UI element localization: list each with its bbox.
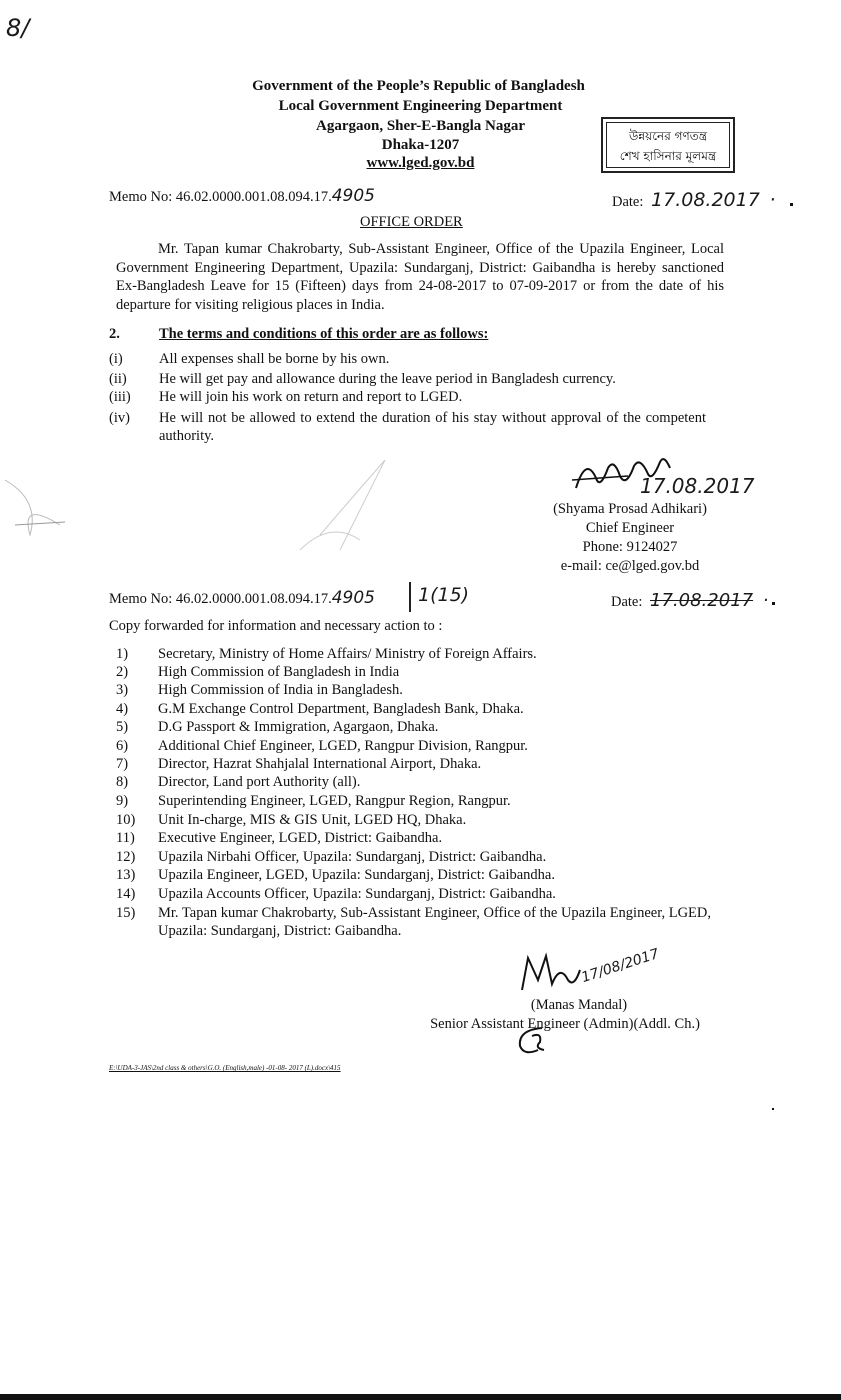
terms-number: 2. [109,326,120,342]
memo2-date-label: Date: [611,594,643,610]
copy-item-number: 9) [116,793,129,809]
signatory1-title: Chief Engineer [585,520,675,536]
scribble-marks [0,440,420,570]
margin-speck [790,203,793,206]
copy-item-text: Director, Hazrat Shahjalal International Airport, Dhaka. [158,756,482,772]
terms-item-text: He will get pay and allowance during the leave period in Bangladesh currency. [159,371,616,387]
copy-item-number: 11) [116,830,135,846]
copy-item-text: Mr. Tapan kumar Chakrobarty, Sub-Assistant Engineer, Office of the Upazila Engineer, LGED, Upazila: Sundarganj, District: Gaibandha. [158,905,711,939]
margin-speck [772,1108,774,1110]
header-department: Local Government Engineering Department [278,98,563,114]
memo1-handwritten-number: 4905 [331,186,375,206]
copy-item-number: 12) [116,849,136,865]
copy-item-number: 8) [116,774,129,790]
copy-item-text: Upazila Nirbahi Officer, Upazila: Sundarganj, District: Gaibandha. [158,849,547,865]
copy-item-number: 14) [116,886,136,902]
senior-assistant-engineer-signature [516,950,586,995]
order-paragraph: Mr. Tapan kumar Chakrobarty, Sub-Assistant Engineer, Office of the Upazila Engineer, Local Government Engineering Department, Upazila: Sundarganj, District: Gaibandha is hereby sanctioned Ex-Bangladesh Leave for 15 (Fifteen) days from 24-08-2017 to 07-09-2017 or from the date of his departure for visiting religious places in India. [116,241,724,313]
corner-handwritten-mark: 8/ [6,14,30,42]
terms-item-text: He will join his work on return and report to LGED. [159,389,463,405]
memo1-date-value: 17.08.2017 [651,189,760,211]
header-government: Government of the People’s Republic of Bangladesh [252,78,585,94]
signatory1-phone: Phone: 9124027 [582,539,678,555]
copy-item-number: 7) [116,756,129,772]
memo1-date-dot: · [769,189,776,211]
terms-item-number: (ii) [109,371,127,387]
footer-file-path: E:\UDA-3-JAS\2nd class & others\G.O. (English,male) -01-08- 2017 (L).docx\415 [109,1064,341,1072]
memo2-divider [409,582,411,612]
signatory2-title: Senior Assistant Engineer (Admin)(Addl. Ch.) [430,1016,700,1032]
memo2-label: Memo No: 46.02.0000.001.08.094.17. [109,591,332,607]
memo2-date-value: 17.08.2017 [650,590,754,611]
margin-speck [772,602,775,605]
header-website-link[interactable]: www.lged.gov.bd [366,155,475,171]
copy-item-text: G.M Exchange Control Department, Bangladesh Bank, Dhaka. [158,701,524,717]
copy-item-text: Additional Chief Engineer, LGED, Rangpur Division, Rangpur. [158,738,528,754]
tagline-box [601,117,735,173]
terms-item-number: (i) [109,351,123,367]
signatory2-handwritten-date: 17/08/2017 [579,945,662,987]
copy-item-text: Executive Engineer, LGED, District: Gaibandha. [158,830,443,846]
copy-item-number: 2) [116,664,129,680]
signatory1-block [530,500,730,576]
copy-item-number: 13) [116,867,136,883]
copy-item-number: 4) [116,701,129,717]
signatory1-handwritten-date: 17.08.2017 [640,474,755,498]
memo1-line [109,187,375,206]
memo2-handwritten-suffix: 1(15) [418,584,470,606]
memo1-date-label: Date: [612,194,644,210]
initial-mark [512,1022,552,1058]
copy-item-text: D.G Passport & Immigration, Agargaon, Dhaka. [158,719,439,735]
copy-item-text: Secretary, Ministry of Home Affairs/ Ministry of Foreign Affairs. [158,646,537,662]
header-address: Agargaon, Sher-E-Bangla Nagar [315,118,526,134]
copy-item-text: High Commission of India in Bangladesh. [158,682,403,698]
copy-item-number: 1) [116,646,129,662]
tagline-line1: উন্নয়নের গণতন্ত্র [628,129,708,143]
memo2-handwritten-number: 4905 [331,588,375,608]
memo2-date-dot: · [762,590,769,611]
terms-heading: The terms and conditions of this order are as follows: [159,326,489,342]
signatory1-name: (Shyama Prosad Adhikari) [553,501,707,517]
copy-item-number: 15) [116,905,136,921]
copy-item-number: 5) [116,719,129,735]
copy-item-text: Director, Land port Authority (all). [158,774,361,790]
header-city: Dhaka-1207 [381,137,460,153]
signatory2-block [400,996,730,1034]
copy-item-text: Unit In-charge, MIS & GIS Unit, LGED HQ, Dhaka. [158,812,467,828]
memo2-date [611,592,768,611]
copy-item-number: 3) [116,682,129,698]
copy-item-text: High Commission of Bangladesh in India [158,664,400,680]
copy-item-text: Upazila Engineer, LGED, Upazila: Sundarganj, District: Gaibandha. [158,867,555,883]
copy-item-text: Upazila Accounts Officer, Upazila: Sundarganj, District: Gaibandha. [158,886,556,902]
copy-item-number: 6) [116,738,129,754]
terms-item-text: All expenses shall be borne by his own. [159,351,390,367]
memo1-label: Memo No: 46.02.0000.001.08.094.17. [109,189,332,205]
terms-item-number: (iv) [109,410,130,426]
memo2-line [109,589,375,608]
tagline-line2: শেখ হাসিনার মূলমন্ত্র [619,149,717,163]
signatory1-email: e-mail: ce@lged.gov.bd [560,558,700,574]
terms-item-text: He will not be allowed to extend the duration of his stay without approval of the competent authority. [159,410,706,444]
office-order-title: OFFICE ORDER [360,214,463,230]
memo1-date [612,191,776,211]
copy-item-number: 10) [116,812,136,828]
copy-item-text: Superintending Engineer, LGED, Rangpur Region, Rangpur. [158,793,511,809]
copy-intro: Copy forwarded for information and necessary action to : [109,618,443,634]
tagline-inner [606,122,730,168]
terms-item-number: (iii) [109,389,131,405]
signatory2-name: (Manas Mandal) [530,997,628,1013]
scan-bottom-edge [0,1394,841,1400]
